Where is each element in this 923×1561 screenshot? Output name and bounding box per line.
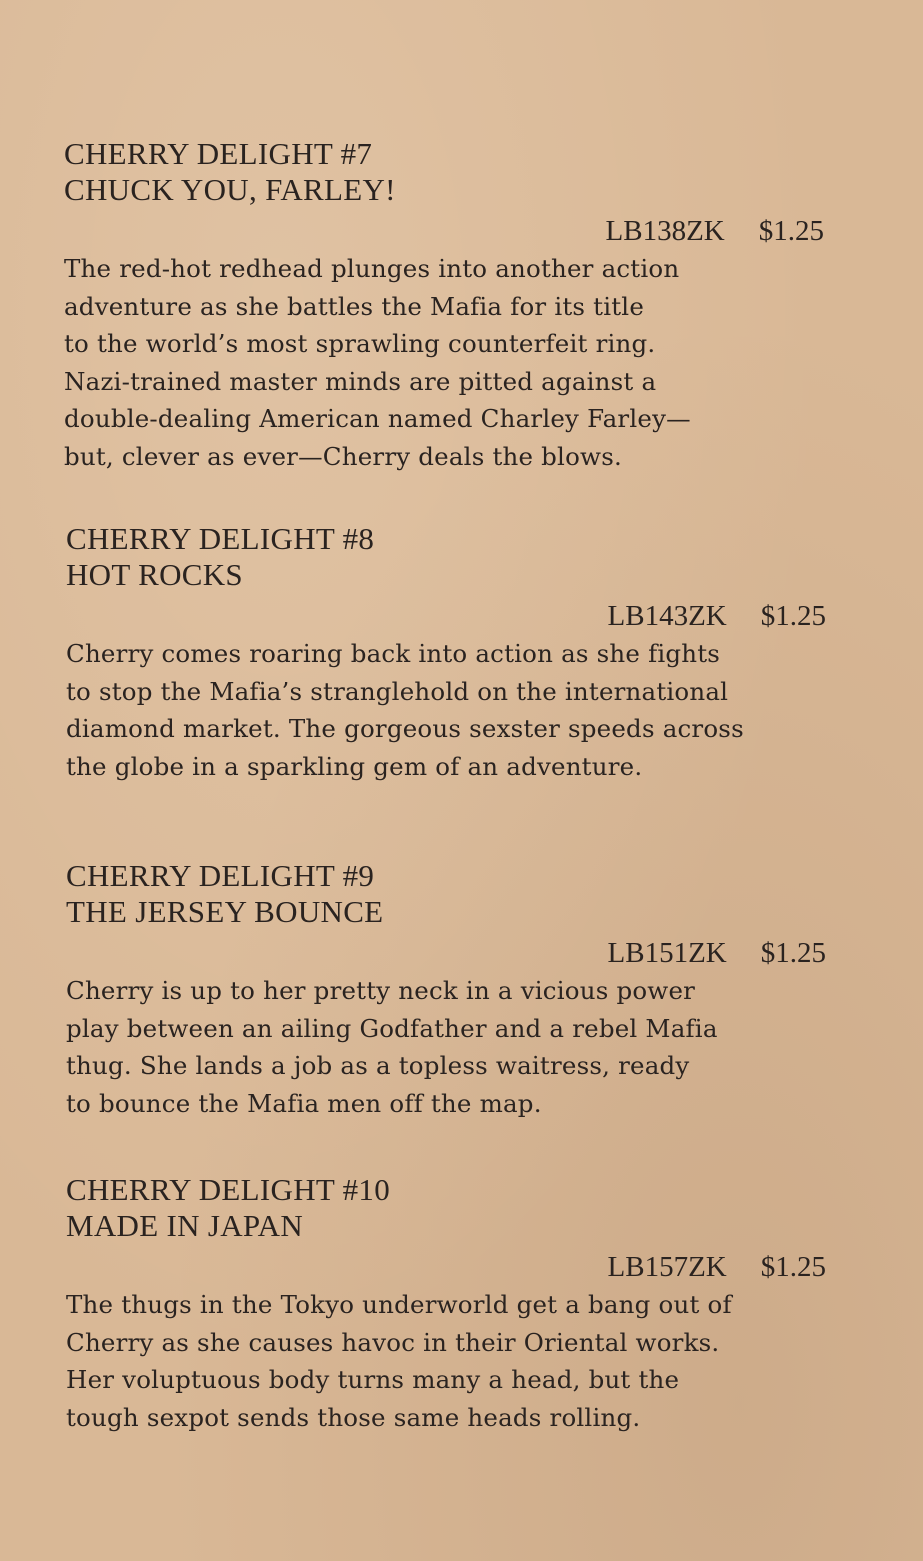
description-line: Cherry is up to her pretty neck in a vicious power bbox=[66, 976, 696, 1005]
description-line: to the world’s most sprawling counterfeit ring. bbox=[64, 329, 656, 358]
description-line: tough sexpot sends those same heads rolling. bbox=[66, 1402, 641, 1432]
description-line: the globe in a sparkling gem of an adventure. bbox=[66, 751, 643, 781]
book-description bbox=[66, 972, 826, 1122]
catalog-code: LB157ZK bbox=[607, 1251, 727, 1283]
book-title: HOT ROCKS bbox=[66, 557, 243, 592]
description-line: diamond market. The gorgeous sexster speeds across bbox=[66, 714, 744, 743]
description-line: but, clever as ever—Cherry deals the blows. bbox=[64, 441, 622, 471]
book-title: THE JERSEY BOUNCE bbox=[66, 894, 384, 929]
book-entry-8 bbox=[66, 521, 826, 785]
description-line: play between an ailing Godfather and a rebel Mafia bbox=[66, 1013, 718, 1043]
catalog-code: LB138ZK bbox=[605, 215, 725, 247]
book-description bbox=[66, 1286, 826, 1436]
price: $1.25 bbox=[760, 600, 826, 632]
code-price-line bbox=[64, 212, 824, 250]
code-price-line bbox=[66, 1248, 826, 1286]
description-line: adventure as she battles the Mafia for its title bbox=[64, 291, 645, 321]
description-line: thug. She lands a job as a topless waitress, ready bbox=[66, 1051, 690, 1080]
description-line: double-dealing American named Charley Farley— bbox=[64, 404, 691, 433]
book-entry-10 bbox=[66, 1172, 826, 1436]
price: $1.25 bbox=[760, 1251, 826, 1283]
price: $1.25 bbox=[758, 215, 824, 247]
book-entry-9 bbox=[66, 858, 826, 1122]
catalog-code: LB143ZK bbox=[607, 600, 727, 632]
description-line: Cherry comes roaring back into action as she fights bbox=[66, 639, 721, 668]
description-line: Cherry as she causes havoc in their Oriental works. bbox=[66, 1327, 720, 1357]
description-line: Nazi-trained master minds are pitted against a bbox=[64, 366, 657, 396]
description-line: Her voluptuous body turns many a head, but the bbox=[66, 1365, 680, 1394]
description-line: to bounce the Mafia men off the map. bbox=[66, 1088, 542, 1118]
series-number: CHERRY DELIGHT #7 bbox=[64, 136, 373, 171]
price: $1.25 bbox=[760, 937, 826, 969]
code-price-line bbox=[66, 934, 826, 972]
series-number: CHERRY DELIGHT #9 bbox=[66, 858, 375, 893]
book-entry-7 bbox=[64, 136, 824, 475]
catalog-code: LB151ZK bbox=[607, 937, 727, 969]
description-line: The red-hot redhead plunges into another action bbox=[64, 254, 680, 283]
series-number: CHERRY DELIGHT #8 bbox=[66, 521, 375, 556]
code-price-line bbox=[66, 597, 826, 635]
description-line: The thugs in the Tokyo underworld get a bang out of bbox=[66, 1290, 732, 1319]
description-line: to stop the Mafia’s stranglehold on the international bbox=[66, 676, 729, 706]
series-number: CHERRY DELIGHT #10 bbox=[66, 1172, 391, 1207]
book-title: MADE IN JAPAN bbox=[66, 1208, 304, 1243]
book-description bbox=[64, 250, 824, 475]
book-description bbox=[66, 635, 826, 785]
book-title: CHUCK YOU, FARLEY! bbox=[64, 172, 396, 207]
